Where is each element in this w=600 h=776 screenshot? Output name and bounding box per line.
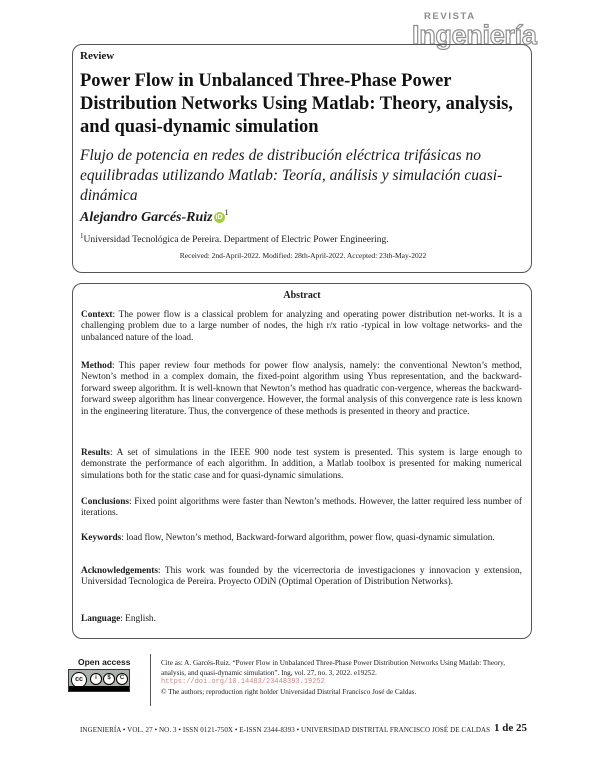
affiliation-superscript: 1 [80,232,84,240]
acknowledgements-paragraph [81,566,522,589]
language-text: : English. [120,614,156,624]
cc-license-badge[interactable] [68,669,130,692]
acknowledgements-label: Acknowledgements [81,566,158,576]
keywords-label: Keywords [81,533,122,543]
logo-revista-text: REVISTA [424,11,476,22]
conclusions-label: Conclusions [81,497,130,507]
cc-by-icon: i [90,673,102,685]
copyright-line: © The authors; reproduction right holder Universidad Distrital Francisco José de Caldas. [161,687,417,696]
conclusions-paragraph [81,497,522,520]
open-access-label: Open access [78,657,131,667]
context-paragraph [81,310,522,344]
orcid-icon[interactable]: iD [215,214,223,221]
abstract-heading: Abstract [283,290,321,301]
author-line [80,208,229,226]
cc-icon: cc [71,672,87,688]
article-title: Power Flow in Unbalanced Three-Phase Power Distribution Networks Using Matlab: Theory, analysis, and quasi-dynamic simulation [80,71,513,137]
article-subtitle: Flujo de potencia en redes de distribución eléctrica trifásicas no equilibradas utilizando Matlab: Teoría, análisis y simulación cuasi-dinámica [80,147,503,204]
citation-text [161,659,531,697]
cc-label-strip [69,686,129,691]
journal-footer: INGENIERÍA • VOL. 27 • NO. 3 • ISSN 0121-750X • E-ISSN 2344-8393 • UNIVERSIDAD DISTRITAL FRANCISCO JOSÉ DE CALDAS [80,726,491,734]
logo-ingenieria-text: Ingeniería [412,20,537,50]
citation-line: Cite as: A. Garcés-Ruiz. “Power Flow in Unbalanced Three-Phase Power Distribution Networks Using Matlab: Theory, analysis, and quasi-dynamic simulation”. Ing, vol. 27, no. 3, 2022. e19252. [161,659,505,677]
conclusions-text: : Fixed point algorithms were faster than Newton’s methods. However, the latter required less number of iterations. [81,497,522,519]
article-dates: Received: 2nd-April-2022. Modified: 28th-April-2022. Accepted: 23th-May-2022 [179,251,427,260]
context-text: : The power flow is a classical problem for analyzing and operating power distribution net-works. It is a challenging problem due to a large number of nodes, the high r/x ratio -typical in low voltage networks- and the unbalanced nature of the load. [81,310,522,343]
affiliation [80,232,389,245]
results-paragraph [81,448,522,482]
section-label: Review [80,50,115,62]
author-name[interactable]: Alejandro Garcés-Ruiz [80,210,213,225]
method-label: Method [81,361,112,371]
author-superscript: 1 [224,208,229,217]
cc-sa-icon: C [116,673,128,685]
keywords-text: : load flow, Newton’s method, Backward-forward algorithm, power flow, quasi-dynamic simulation. [121,533,495,543]
results-label: Results [81,448,110,458]
page-number: 1 de 25 [494,722,527,734]
results-text: : A set of simulations in the IEEE 900 node test system is presented. This system is large enough to demonstrate the performance of each algorithm. In addition, a Matlab toolbox is presented for making numerical simulations both for the static case and for quasi-dynamic simulations. [81,448,522,481]
affiliation-text: Universidad Tecnológica de Pereira. Department of Electric Power Engineering. [83,235,389,245]
context-label: Context [81,310,113,320]
cc-nc-icon: $ [103,673,115,685]
language-paragraph [81,614,522,625]
acknowledgements-text: : This work was founded by the vicerrectoria de investigaciones y innovacion y extension, Universidad Tecnologica de Pereira. Proyecto ODiN (Optimal Operation of Distribution Networks). [81,566,522,588]
keywords-paragraph [81,533,522,544]
method-text: : This paper review four methods for power flow analysis, namely: the conventional Newton’s method, Newton’s method in a complex domain, the fixed-point algorithm using Ybus representation, and the backward-forward sweep algorithm. It is well-known that Newton’s method has quadratic con-vergence, whereas the backward-forward sweep algorithm has linear convergence. However, the formal analysis of this convergence rate is less known in the engineering literature. Thus, the convergence of these methods is presented in theory and practice. [81,361,522,417]
method-paragraph [81,361,522,418]
language-label: Language [81,614,121,624]
doi-link[interactable]: https://doi.org/10.14483/23448393.19252 [161,678,325,687]
